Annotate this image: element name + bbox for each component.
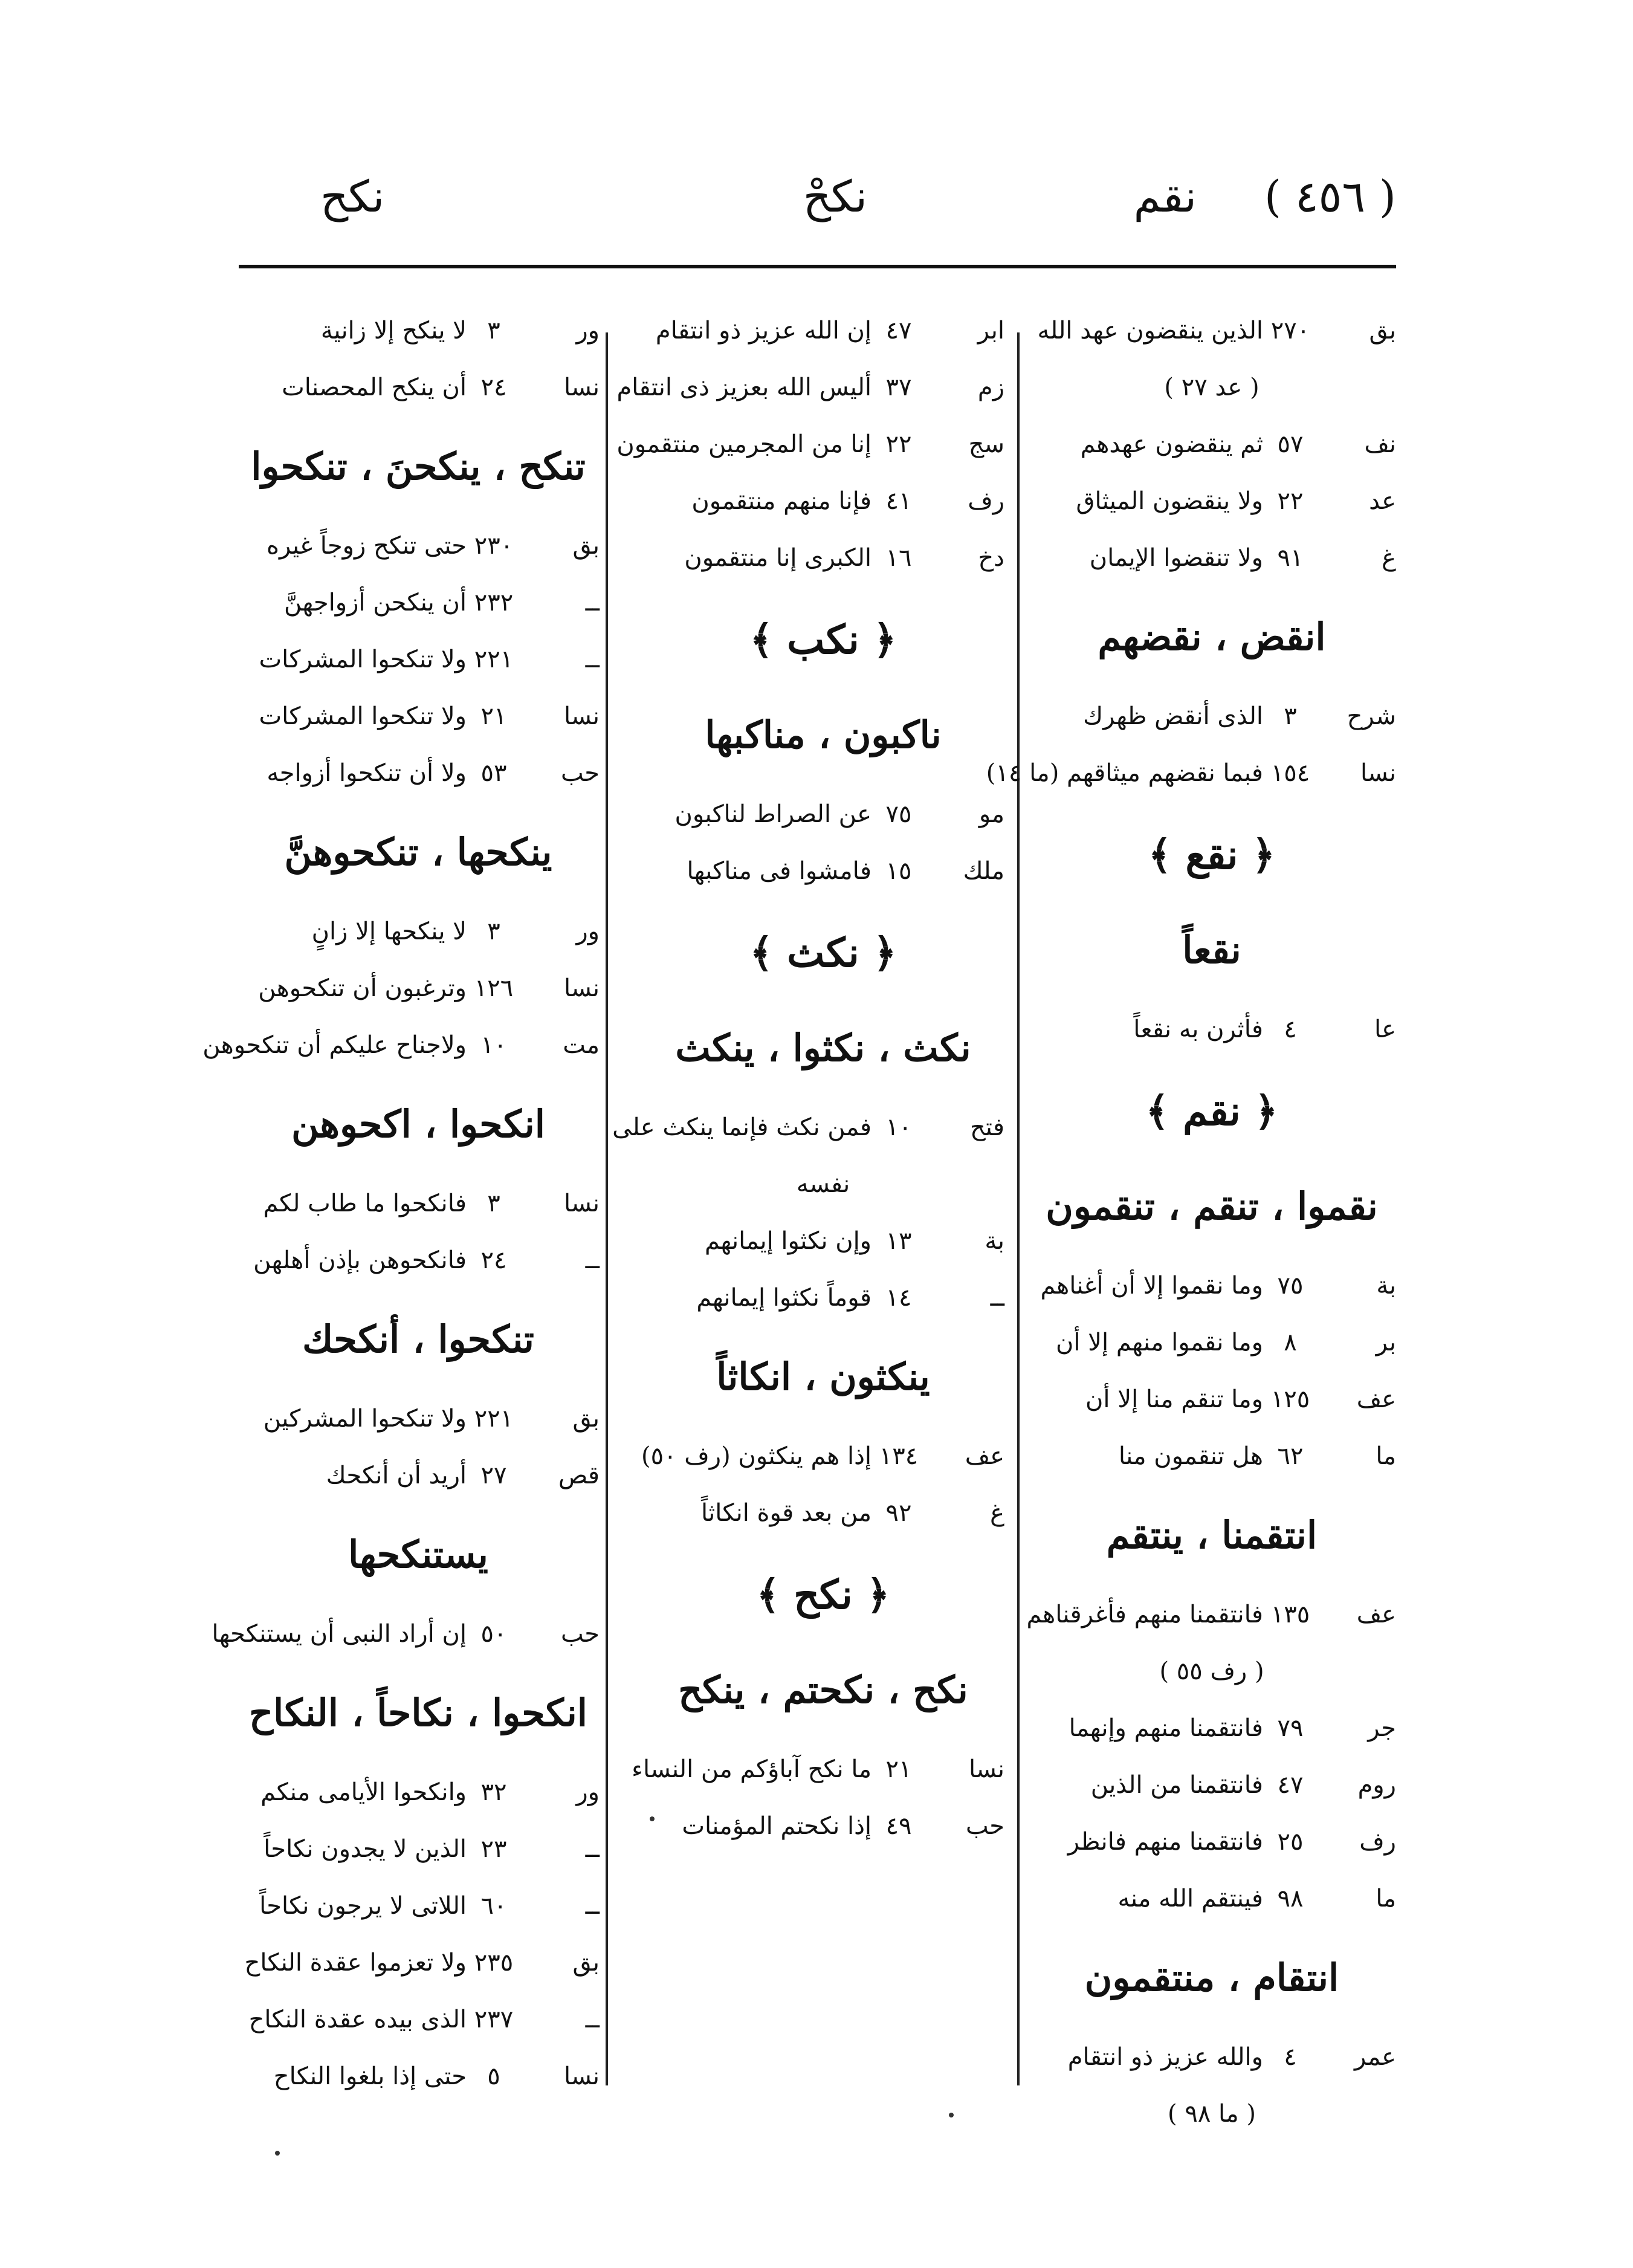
index-entry xyxy=(1027,1314,1396,1371)
index-entry xyxy=(642,302,1004,359)
root-heading: ﴿ نكح ﴾ xyxy=(756,1571,890,1618)
index-entry xyxy=(1027,1757,1396,1813)
verse-number: ١٣ xyxy=(885,1227,912,1255)
index-entry xyxy=(237,574,600,631)
index-entry xyxy=(1027,1700,1396,1757)
verse-number: ١٣٥ xyxy=(1270,1601,1310,1628)
verse-number: ٣٧ xyxy=(885,374,912,401)
surah-abbreviation: ــ xyxy=(585,589,600,617)
verse-number: ٧٩ xyxy=(1277,1714,1304,1742)
verse-number: ٣ xyxy=(487,1190,500,1217)
index-entry xyxy=(1027,1586,1396,1643)
surah-abbreviation: ابر xyxy=(977,317,1004,345)
index-entry xyxy=(237,517,600,574)
verse-excerpt: فمن نكث فإنما ينكث على xyxy=(612,1113,871,1141)
surah-abbreviation: ــ xyxy=(990,1284,1004,1312)
verse-number: ٧٥ xyxy=(1277,1272,1304,1300)
verse-excerpt: وما نقموا منهم إلا أن xyxy=(1055,1329,1263,1356)
surah-abbreviation: نسا xyxy=(563,702,600,730)
index-entry xyxy=(202,1017,600,1074)
verse-excerpt: الذى أنقض ظهرك xyxy=(1083,702,1263,730)
surah-abbreviation: غ xyxy=(1382,544,1396,572)
word-form-heading: ينكحها ، تنكحوهنَّ xyxy=(284,830,552,874)
verse-excerpt: إنا من المجرمين منتقمون xyxy=(616,430,871,458)
verse-number: ٢٢١ xyxy=(474,646,514,673)
continuation-line: ( عد ٢٧ ) xyxy=(1164,374,1260,401)
surah-abbreviation: فتح xyxy=(969,1113,1004,1141)
surah-abbreviation: عا xyxy=(1374,1016,1396,1043)
index-entry xyxy=(237,359,600,416)
word-form-heading: انكحوا ، اكحوهن xyxy=(291,1102,545,1146)
surah-abbreviation: جر xyxy=(1368,1714,1396,1742)
index-entry xyxy=(237,631,600,688)
verse-excerpt: حتى تنكح زوجاً غيره xyxy=(267,532,467,560)
surah-abbreviation: رف xyxy=(1359,1828,1396,1856)
verse-number: ٧٥ xyxy=(885,800,912,828)
index-entry xyxy=(237,903,600,960)
verse-number: ٤ xyxy=(1284,2043,1297,2071)
index-entry xyxy=(1027,302,1396,359)
word-form-heading: ناكبون ، مناكبها xyxy=(705,713,942,757)
verse-excerpt: فبما نقضهم ميثاقهم (ما ١٤) xyxy=(986,759,1263,787)
verse-number: ٢٢١ xyxy=(474,1405,514,1433)
header-rule xyxy=(239,265,1396,268)
index-entry xyxy=(642,1428,1004,1485)
verse-number: ٤ xyxy=(1284,1016,1297,1043)
surah-abbreviation: ــ xyxy=(585,1835,600,1863)
word-form-heading: نقموا ، تنقم ، تنقمون xyxy=(1046,1184,1378,1228)
verse-number: ٩٢ xyxy=(885,1499,912,1527)
verse-number: ٢٣٧ xyxy=(474,2006,514,2033)
verse-number: ٩١ xyxy=(1277,544,1304,572)
header-word-right: نقم xyxy=(1133,171,1197,222)
header-word-center: نكحْ xyxy=(803,171,867,222)
verse-excerpt: أليس الله بعزيز ذى انتقام xyxy=(616,374,871,401)
surah-abbreviation: ما xyxy=(1376,1442,1396,1470)
verse-number: ٨ xyxy=(1284,1329,1297,1356)
verse-number: ٣ xyxy=(487,317,500,345)
verse-excerpt: الذين ينقضون عهد الله xyxy=(1037,317,1263,345)
verse-excerpt: ولا تعزموا عقدة النكاح xyxy=(244,1949,467,1977)
index-entry xyxy=(237,2048,600,2105)
index-entry xyxy=(986,745,1396,802)
verse-excerpt: إذا هم ينكثون (رف ٥٠) xyxy=(641,1442,871,1470)
verse-number: ١٢٥ xyxy=(1270,1385,1310,1413)
verse-excerpt: أريد أن أنكحك xyxy=(326,1462,467,1489)
verse-number: ٦٠ xyxy=(480,1892,507,1920)
verse-excerpt: إن الله عزيز ذو انتقام xyxy=(655,317,871,345)
index-entry xyxy=(642,1798,1004,1855)
index-entry xyxy=(237,1991,600,2048)
verse-number: ٢٤ xyxy=(480,374,507,401)
verse-excerpt: اللاتى لا يرجون نكاحاً xyxy=(259,1892,467,1920)
verse-excerpt: هل تنقمون منا xyxy=(1118,1442,1263,1470)
root-heading: ﴿ نكب ﴾ xyxy=(749,616,897,663)
surah-abbreviation: ــ xyxy=(585,646,600,673)
surah-abbreviation: غ xyxy=(990,1499,1004,1527)
surah-abbreviation: عف xyxy=(1356,1601,1396,1628)
column-left xyxy=(202,302,600,2116)
verse-excerpt: وإن نكثوا إيمانهم xyxy=(704,1227,871,1255)
surah-abbreviation: حب xyxy=(965,1812,1004,1840)
verse-excerpt: وما تنقم منا إلا أن xyxy=(1085,1385,1263,1413)
verse-excerpt: ولا تنكحوا المشركات xyxy=(259,702,467,730)
print-speck xyxy=(949,2113,954,2117)
surah-abbreviation: شرح xyxy=(1347,702,1396,730)
surah-abbreviation: حب xyxy=(560,759,600,787)
surah-abbreviation: بر xyxy=(1376,1329,1396,1356)
surah-abbreviation: عف xyxy=(965,1442,1004,1470)
verse-excerpt: فأثرن به نقعاً xyxy=(1133,1016,1263,1043)
verse-excerpt: ما نكح آباؤكم من النساء xyxy=(632,1755,871,1783)
word-form-heading: ينكثون ، انكاثاً xyxy=(716,1355,930,1399)
verse-excerpt: فينتقم الله منه xyxy=(1117,1885,1263,1913)
verse-number: ٢٣٥ xyxy=(474,1949,514,1977)
verse-number: ٤٩ xyxy=(885,1812,912,1840)
verse-excerpt: إذا نكحتم المؤمنات xyxy=(682,1812,871,1840)
verse-number: ١٤ xyxy=(885,1284,912,1312)
index-entry xyxy=(612,1099,1004,1156)
surah-abbreviation: عمر xyxy=(1354,2043,1396,2071)
index-entry xyxy=(237,1232,600,1289)
verse-number: ٩٨ xyxy=(1277,1885,1304,1913)
verse-excerpt: ولا تنكحوا المشركين xyxy=(263,1405,467,1433)
continuation-line: ( رف ٥٥ ) xyxy=(1159,1657,1264,1685)
verse-excerpt: حتى إذا بلغوا النكاح xyxy=(273,2062,467,2090)
surah-abbreviation: حب xyxy=(560,1620,600,1648)
verse-excerpt: أن ينكح المحصنات xyxy=(282,374,467,401)
index-entry xyxy=(642,1485,1004,1541)
root-heading: ﴿ نقم ﴾ xyxy=(1145,1087,1278,1135)
verse-excerpt: فانتقمنا منهم فأغرقناهم xyxy=(1026,1601,1263,1628)
verse-number: ٢٣٢ xyxy=(474,589,514,617)
index-entry xyxy=(632,1741,1004,1798)
index-entry xyxy=(237,1390,600,1447)
surah-abbreviation: بق xyxy=(572,1405,600,1433)
word-form-heading: انقض ، نقضهم xyxy=(1098,615,1326,659)
verse-number: ١٠ xyxy=(885,1113,912,1141)
root-heading: ﴿ نكث ﴾ xyxy=(749,929,897,976)
verse-excerpt: وترغبون أن تنكحوهن xyxy=(258,974,467,1002)
verse-number: ٥٠ xyxy=(480,1620,507,1648)
surah-abbreviation: روم xyxy=(1357,1771,1396,1799)
verse-number: ١٦ xyxy=(885,544,912,572)
surah-abbreviation: بق xyxy=(1369,317,1396,345)
index-entry xyxy=(1027,1001,1396,1058)
index-entry xyxy=(642,1213,1004,1269)
verse-excerpt: قوماً نكثوا إيمانهم xyxy=(696,1284,871,1312)
verse-excerpt: ولا ينقضون الميثاق xyxy=(1076,487,1263,515)
verse-number: ٤١ xyxy=(885,487,912,515)
index-entry xyxy=(1027,1870,1396,1927)
surah-abbreviation: مت xyxy=(563,1031,600,1059)
word-form-heading: نكث ، نكثوا ، ينكث xyxy=(675,1026,971,1070)
verse-excerpt: ولا أن تنكحوا أزواجه xyxy=(267,759,467,787)
surah-abbreviation: ور xyxy=(576,918,600,945)
index-entry xyxy=(237,1447,600,1504)
word-form-heading: انتقمنا ، ينتقم xyxy=(1106,1513,1318,1557)
word-form-heading: نكح ، نكحتم ، ينكح xyxy=(678,1668,968,1712)
verse-number: ٤٧ xyxy=(1277,1771,1304,1799)
index-entry xyxy=(642,843,1004,899)
verse-number: ١٥٤ xyxy=(1270,759,1310,787)
surah-abbreviation: نف xyxy=(1364,430,1396,458)
index-entry xyxy=(1027,1257,1396,1314)
index-entry xyxy=(1027,1813,1396,1870)
verse-number: ٥٧ xyxy=(1277,430,1304,458)
index-entry xyxy=(237,1821,600,1878)
verse-number: ٢٧٠ xyxy=(1270,317,1310,345)
root-heading: ﴿ نقع ﴾ xyxy=(1148,831,1276,878)
index-entry xyxy=(237,960,600,1017)
index-entry xyxy=(237,1934,600,1991)
surah-abbreviation: نسا xyxy=(563,374,600,401)
verse-number: ٢٣ xyxy=(480,1835,507,1863)
surah-abbreviation: بة xyxy=(1376,1272,1396,1300)
index-entry xyxy=(1027,416,1396,473)
verse-number: ٢٢ xyxy=(885,430,912,458)
verse-number: ٣ xyxy=(487,918,500,945)
page-number: ( ٤٥٦ ) xyxy=(1264,171,1396,222)
index-entry xyxy=(642,473,1004,530)
header-word-left: نكح xyxy=(320,171,385,222)
verse-excerpt: وانكحوا الأيامى منكم xyxy=(260,1778,467,1806)
word-form-heading: انكحوا ، نكاحاً ، النكاح xyxy=(249,1691,587,1735)
index-entry xyxy=(616,416,1004,473)
verse-number: ١٣٤ xyxy=(879,1442,919,1470)
surah-abbreviation: بق xyxy=(572,1949,600,1977)
verse-excerpt: لا ينكح إلا زانية xyxy=(320,317,467,345)
verse-excerpt: الكبرى إنا منتقمون xyxy=(684,544,871,572)
surah-abbreviation: نسا xyxy=(563,974,600,1002)
index-entry xyxy=(642,530,1004,586)
verse-number: ٢٢ xyxy=(1277,487,1304,515)
verse-number: ٦٢ xyxy=(1277,1442,1304,1470)
page-header xyxy=(236,163,1396,254)
verse-excerpt: الذين لا يجدون نكاحاً xyxy=(264,1835,467,1863)
verse-number: ١٢٦ xyxy=(474,974,514,1002)
column-middle xyxy=(612,302,1004,2116)
surah-abbreviation: نسا xyxy=(563,2062,600,2090)
index-entry xyxy=(237,688,600,745)
verse-excerpt: وما نقموا إلا أن أغناهم xyxy=(1040,1272,1263,1300)
verse-excerpt: فانتقمنا منهم فانظر xyxy=(1067,1828,1263,1856)
index-entry xyxy=(1027,1428,1396,1485)
surah-abbreviation: نسا xyxy=(563,1190,600,1217)
verse-excerpt: فإنا منهم منتقمون xyxy=(691,487,871,515)
surah-abbreviation: ور xyxy=(576,317,600,345)
index-entry xyxy=(642,1269,1004,1326)
surah-abbreviation: مو xyxy=(978,800,1004,828)
index-entry xyxy=(616,359,1004,416)
surah-abbreviation: نسا xyxy=(968,1755,1004,1783)
continuation-line: نفسه xyxy=(796,1170,850,1198)
verse-number: ١٥ xyxy=(885,857,912,885)
surah-abbreviation: بة xyxy=(985,1227,1004,1255)
surah-abbreviation: رف xyxy=(968,487,1004,515)
surah-abbreviation: زم xyxy=(977,374,1004,401)
verse-number: ٢٥ xyxy=(1277,1828,1304,1856)
verse-excerpt: عن الصراط لناكبون xyxy=(674,800,871,828)
surah-abbreviation: ور xyxy=(576,1778,600,1806)
continuation-line: ( ما ٩٨ ) xyxy=(1168,2100,1256,2128)
verse-excerpt: فامشوا فى مناكبها xyxy=(687,857,871,885)
index-entry xyxy=(1027,473,1396,530)
verse-excerpt: ولا تنقضوا الإيمان xyxy=(1089,544,1263,572)
index-entry xyxy=(642,786,1004,843)
print-speck xyxy=(650,1816,655,1821)
verse-number: ٢١ xyxy=(480,702,507,730)
word-form-heading: انتقام ، منتقمون xyxy=(1084,1955,1339,2000)
verse-excerpt: والله عزيز ذو انتقام xyxy=(1067,2043,1263,2071)
index-entry xyxy=(1027,1371,1396,1428)
surah-abbreviation: عف xyxy=(1356,1385,1396,1413)
surah-abbreviation: ما xyxy=(1376,1885,1396,1913)
surah-abbreviation: سج xyxy=(968,430,1004,458)
surah-abbreviation: عد xyxy=(1369,487,1396,515)
index-entry xyxy=(1027,530,1396,586)
verse-excerpt: لا ينكحها إلا زانٍ xyxy=(311,918,467,945)
surah-abbreviation: نسا xyxy=(1360,759,1396,787)
print-speck xyxy=(275,2151,280,2156)
surah-abbreviation: ــ xyxy=(585,1246,600,1274)
verse-excerpt: فانتقمنا منهم وإنهما xyxy=(1069,1714,1263,1742)
word-form-heading: يستنكحها xyxy=(348,1532,488,1576)
column-divider xyxy=(606,332,608,2085)
verse-excerpt: فانكحوهن بإذن أهلهن xyxy=(253,1246,467,1274)
verse-excerpt: من بعد قوة انكاثاً xyxy=(700,1499,871,1527)
surah-abbreviation: بق xyxy=(572,532,600,560)
verse-excerpt: ثم ينقضون عهدهم xyxy=(1080,430,1263,458)
surah-abbreviation: ــ xyxy=(585,2006,600,2033)
verse-number: ٤٧ xyxy=(885,317,912,345)
verse-excerpt: فانتقمنا من الذين xyxy=(1090,1771,1263,1799)
verse-excerpt: ولا تنكحوا المشركات xyxy=(259,646,467,673)
index-entry xyxy=(237,1764,600,1821)
index-entry xyxy=(1027,688,1396,745)
verse-excerpt: الذى بيده عقدة النكاح xyxy=(248,2006,467,2033)
word-form-heading: تنكح ، ينكحنَ ، تنكحوا xyxy=(251,444,586,488)
surah-abbreviation: ملك xyxy=(963,857,1004,885)
index-entry xyxy=(237,1878,600,1934)
verse-number: ٢٣٠ xyxy=(474,532,514,560)
verse-number: ٢٧ xyxy=(480,1462,507,1489)
verse-excerpt: أن ينكحن أزواجهنَّ xyxy=(284,589,467,617)
verse-number: ٣ xyxy=(1284,702,1297,730)
verse-number: ٢١ xyxy=(885,1755,912,1783)
index-entry xyxy=(212,1605,600,1662)
verse-number: ٢٤ xyxy=(480,1246,507,1274)
word-form-heading: نقعاً xyxy=(1182,928,1241,972)
surah-abbreviation: دخ xyxy=(978,544,1004,572)
word-form-heading: تنكحوا ، أنكحك xyxy=(302,1317,534,1361)
column-divider xyxy=(1017,332,1020,2085)
verse-number: ٥٣ xyxy=(480,759,507,787)
verse-number: ٥ xyxy=(487,2062,500,2090)
index-entry xyxy=(237,745,600,802)
surah-abbreviation: قص xyxy=(558,1462,600,1489)
verse-number: ٣٢ xyxy=(480,1778,507,1806)
index-entry xyxy=(237,1175,600,1232)
index-entry xyxy=(1027,2029,1396,2085)
verse-number: ١٠ xyxy=(480,1031,507,1059)
surah-abbreviation: ــ xyxy=(585,1892,600,1920)
index-entry xyxy=(237,302,600,359)
verse-excerpt: إن أراد النبى أن يستنكحها xyxy=(212,1620,467,1648)
verse-excerpt: فانكحوا ما طاب لكم xyxy=(263,1190,467,1217)
verse-excerpt: ولاجناح عليكم أن تنكحوهن xyxy=(202,1031,467,1059)
